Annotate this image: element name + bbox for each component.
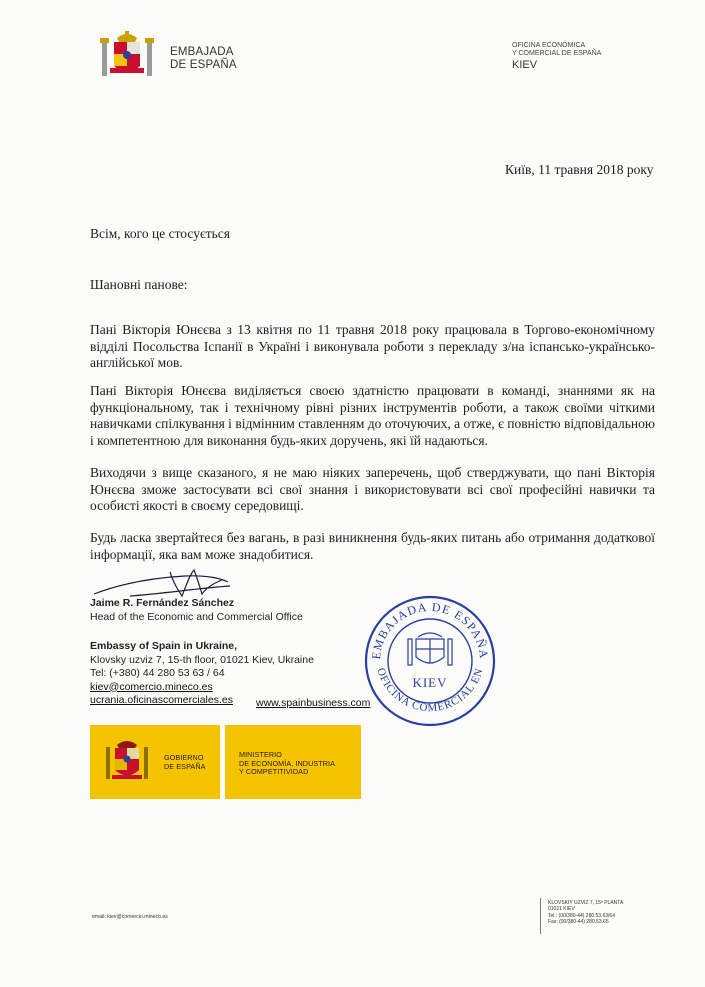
footer-address-line-2: 01021 KIEV (548, 906, 575, 913)
contact-address: Klovsky uzviz 7, 15-th floor, 01021 Kiev, Ukraine (90, 653, 314, 666)
gobierno-line-1: GOBIERNO (164, 753, 204, 762)
footer-divider (540, 898, 541, 934)
embassy-name (170, 46, 237, 72)
footer-tel: Tel.: (00/380-44) 280.53.63/64 (548, 912, 615, 919)
footer-address (548, 900, 658, 926)
office-line-2: Y COMERCIAL DE ESPAÑA (512, 50, 602, 57)
contact-tel: Tel: (+380) 44 280 53 63 / 64 (90, 667, 225, 679)
contact-org: Embassy of Spain in Ukraine, (90, 640, 238, 652)
spainbusiness-link[interactable]: www.spainbusiness.com (256, 697, 371, 709)
office-name (512, 42, 601, 72)
signature-block (90, 597, 303, 624)
coat-of-arms-icon (100, 30, 154, 82)
branding-divider (221, 725, 223, 799)
ministerio-line-3: Y COMPETITIVIDAD (239, 767, 309, 777)
gobierno-logo-box (90, 725, 220, 799)
ministerio-line-2: DE ECONOMÍA, INDUSTRIA (239, 758, 336, 768)
contact-site-link[interactable]: ucrania.oficinascomerciales.es (90, 694, 233, 706)
official-stamp (362, 593, 498, 729)
footer-email: email: kiev@comercio.mineco.es (92, 914, 168, 920)
paragraph-2: Пані Вікторія Юнєєва виділяється своєю здатністю працювати в команді, знаннями як на функціональному, так і технічному рівні різних інструментів роботи, а також своїми чіткими навичками спілкування і відмінним ставленням до оточуючих, а отже, є повністю відповідальною і компетентною для виконання будь-яких доручень, які їй надаються. (90, 383, 655, 448)
office-city: KIEV (512, 59, 538, 71)
gobierno-text (164, 754, 206, 771)
paragraph-4: Будь ласка звертайтеся без вагань, в разі виникнення будь-яких питань або отримання додаткової інформації, яка вам може знадобитися. (90, 530, 655, 562)
embassy-line-2: DE ESPAÑA (170, 59, 237, 71)
ministerio-box (225, 725, 361, 799)
paragraph-1: Пані Вікторія Юнєєва з 13 квітня по 11 травня 2018 року працювала в Торгово-економічному відділі Посольства Іспанії в Україні і виконувала роботи з перекладу з/на іспансько-українсько-англійської мов. (90, 322, 655, 370)
stamp-bottom-text: OFICINA COMERCIAL EN (374, 666, 486, 715)
footer-fax: Fax: (00/380-44) 280.53.65 (548, 919, 609, 926)
letter-date: Київ, 11 травня 2018 року (505, 162, 654, 177)
footer-address-line-1: KLOVSKIY UZVIZ 7, 15ª PLANTA (548, 900, 624, 906)
signatory-title: Head of the Economic and Commercial Office (90, 610, 303, 623)
office-line-1: OFICINA ECONÓMICA (512, 42, 586, 49)
stamp-top-text: EMBAJADA DE ESPAÑA (368, 599, 492, 660)
paragraph-3: Виходячи з вище сказаного, я не маю ніяких заперечень, щоб стверджувати, що пані Вікторія Юнєєва зможе застосувати всі свої знання і використовувати всі свої професійні навички та особисті якості в своєму середовищі. (90, 465, 655, 513)
salutation-greeting: Шановні панове: (90, 277, 188, 292)
embassy-line-1: EMBAJADA (170, 46, 234, 58)
ministerio-line-1: MINISTERIO (239, 750, 282, 759)
stamp-center-text: KIEV (412, 675, 448, 690)
stamp-coat-of-arms-icon (408, 633, 452, 665)
signatory-name: Jaime R. Fernández Sánchez (90, 597, 235, 609)
ministerio-text (239, 751, 335, 777)
salutation-general: Всім, кого це стосується (90, 226, 230, 241)
gobierno-coat-of-arms-icon (104, 737, 150, 787)
contact-email-link[interactable]: kiev@comercio.mineco.es (90, 680, 213, 693)
gobierno-line-2: DE ESPAÑA (164, 761, 206, 771)
svg-text:OFICINA COMERCIAL EN (374, 667, 485, 715)
